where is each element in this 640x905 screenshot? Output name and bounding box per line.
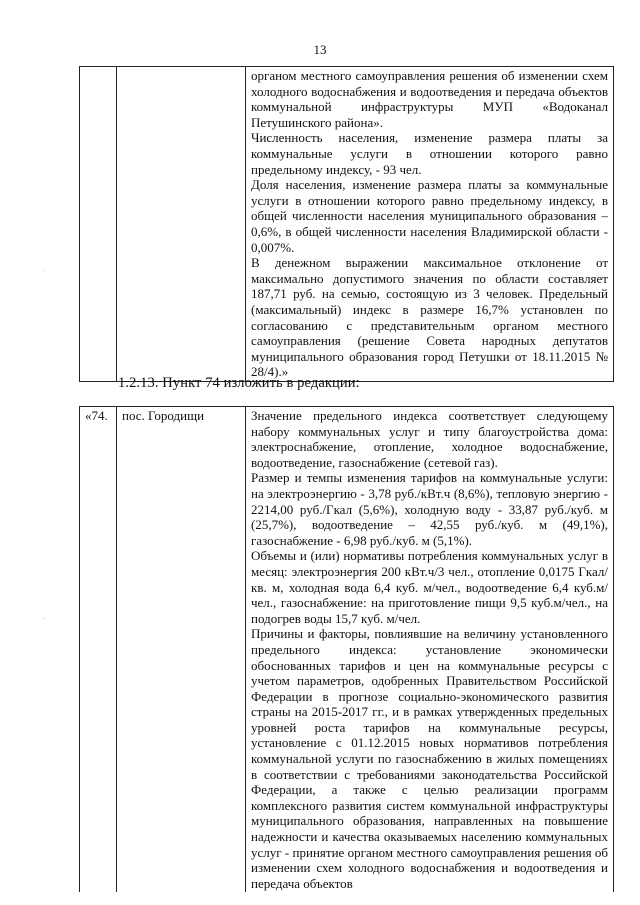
table-row: [80, 67, 614, 382]
paragraph: Объемы и (или) нормативы потребления коммунальных услуг в месяц: электроэнергия 200 кВт.ч/3 чел., отопление 0,0175 Гкал/кв. м, холодная вода 6,4 куб. м/чел., водоотведение 6,4 куб.м/чел., газоснабжение: на приготовление пищи 9,5 куб.м/чел., на подогрев воды 15,7 куб. м/чел.: [251, 548, 608, 626]
paragraph: Размер и темпы изменения тарифов на коммунальные услуги: на электроэнергию - 3,78 руб./кВт.ч (8,6%), тепловую энергию - 2214,00 руб./Гкал (5,6%), холодную воду - 33,87 руб./куб. м (25,7%), водоотведение – 42,55 руб./куб. м (49,1%), газоснабжение - 6,98 руб./куб. м (5,1%).: [251, 470, 608, 548]
item-number-cell: [80, 67, 117, 382]
paragraph: Доля населения, изменение размера платы за коммунальные услуги в отношении которого равно предельному индексу, в общей численности населения муниципального образования – 0,6%, в общей численности населения Владимирской области - 0,007%.: [251, 177, 608, 255]
paragraph: Численность населения, изменение размера платы за коммунальные услуги в отношении которого равно предельному индексу, - 93 чел.: [251, 130, 608, 177]
paragraph: Значение предельного индекса соответствует следующему набору коммунальных услуг и типу благоустройства дома: электроснабжение, отопление, холодное водоснабжение, водоотведение, газоснабжение (сетевой газ).: [251, 408, 608, 470]
section-heading: 1.2.13. Пункт 74 изложить в редакции:: [118, 375, 360, 391]
scan-dot: [44, 270, 45, 271]
item-number-cell: «74.: [80, 407, 117, 893]
paragraph: В денежном выражении максимальное отклонение от максимально допустимого значения по области составляет 187,71 руб. на семью, состоящую из 3 человек. Предельный (максимальный) индекс в размере 16,7% установлен по согласованию с представительным органом местного самоуправления (решение Совета народных депутатов муниципального образования город Петушки от 18.11.2015 № 28/4).»: [251, 255, 608, 380]
paragraph: органом местного самоуправления решения об изменении схем холодного водоснабжения и водоотведения и передача объектов коммунальной инфраструктуры МУП «Водоканал Петушинского района».: [251, 68, 608, 130]
page-number: 13: [313, 42, 327, 57]
description-cell: [246, 407, 614, 893]
item-74-table: [79, 406, 614, 892]
table-row: [80, 407, 614, 893]
locality-cell: пос. Городищи: [117, 407, 246, 893]
continuation-table: [79, 66, 614, 382]
scan-dot: [44, 618, 45, 619]
paragraph: Причины и факторы, повлиявшие на величину установленного предельного индекса: установление экономически обоснованных тарифов и цен на коммунальные ресурсы с учетом параметров, одобренных Правительством Российской Федерации в прогнозе социально-экономического развития страны на 2015-2017 гг., и в рамках утвержденных предельных уровней роста тарифов на коммунальные ресурсы, установление с 01.12.2015 новых нормативов потребления коммунальной услуги по газоснабжению в жилых помещениях в соответствии с требованиями законодательства Российской Федерации, а также с целью реализации программ комплексного развития систем коммунальной инфраструктуры муниципального образования, направленных на повышение надежности и качества оказываемых населению коммунальных услуг - принятие органом местного самоуправления решения об изменении схем холодного водоснабжения и водоотведения и передача объектов: [251, 626, 608, 891]
description-cell: [246, 67, 614, 382]
locality-cell: [117, 67, 246, 382]
